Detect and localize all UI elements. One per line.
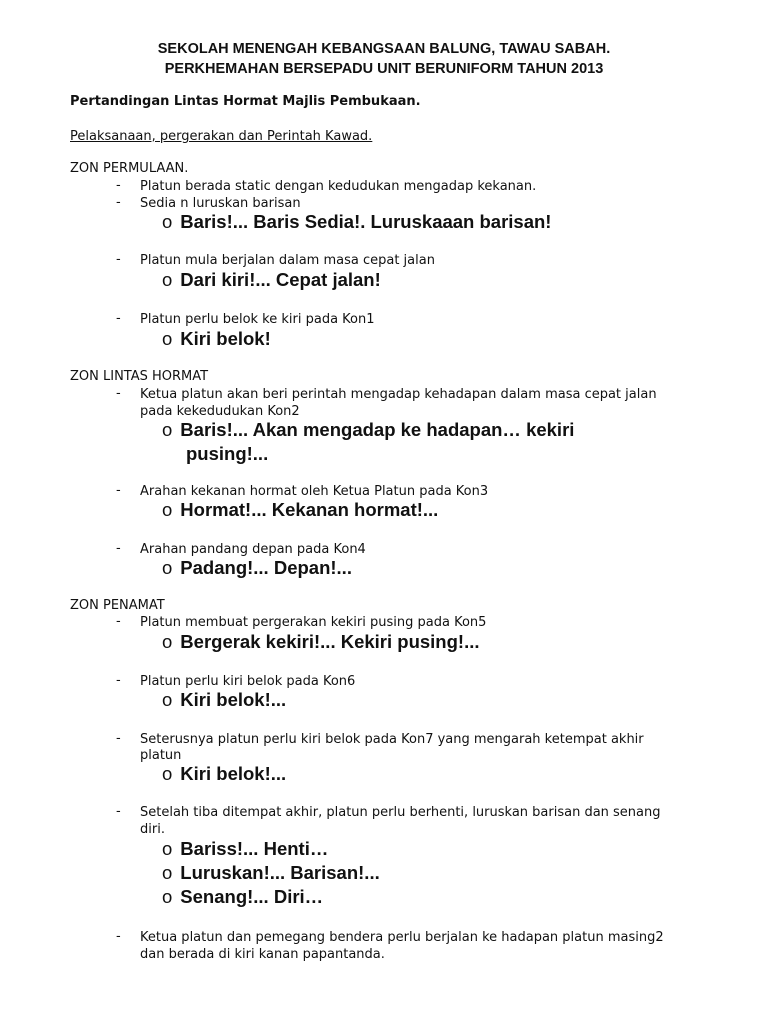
command-line [162, 687, 286, 713]
command-bullet: o [162, 419, 173, 440]
list-item: Platun mula berjalan dalam masa cepat jalan [140, 253, 435, 268]
command-text: Luruskan!... Barisan!... [180, 862, 380, 883]
zone-heading-penamat: ZON PENAMAT [70, 598, 165, 613]
command-text: Bergerak kekiri!... Kekiri pusing!... [180, 631, 480, 652]
bullet-dash: - [116, 804, 121, 819]
list-item: Platun berada static dengan kedudukan mengadap kekanan. [140, 179, 537, 194]
command-text: Kiri belok! [180, 328, 271, 349]
command-continuation: pusing!... [186, 443, 269, 464]
zone-heading-permulaan: ZON PERMULAAN. [70, 161, 189, 176]
command-line [162, 836, 328, 862]
list-item: Platun perlu belok ke kiri pada Kon1 [140, 312, 375, 327]
command-bullet: o [162, 862, 173, 883]
command-text: Dari kiri!... Cepat jalan! [180, 269, 381, 290]
list-item: Arahan pandang depan pada Kon4 [140, 542, 366, 557]
list-item: Sedia n luruskan barisan [140, 196, 301, 211]
command-bullet: o [162, 499, 173, 520]
command-text: Hormat!... Kekanan hormat!... [180, 499, 439, 520]
command-line [162, 497, 438, 523]
command-line [162, 629, 480, 655]
bullet-dash: - [116, 541, 121, 556]
command-line [162, 761, 286, 787]
bullet-dash: - [116, 252, 121, 267]
list-item: Ketua platun dan pemegang bendera perlu berjalan ke hadapan platun masing2 [140, 930, 664, 945]
command-line [162, 555, 352, 581]
command-line [162, 267, 381, 293]
bullet-dash: - [116, 731, 121, 746]
bullet-dash: - [116, 614, 121, 629]
command-line [162, 417, 574, 443]
list-item: Setelah tiba ditempat akhir, platun perlu berhenti, luruskan barisan dan senang [140, 805, 661, 820]
bullet-dash: - [116, 929, 121, 944]
command-text: Baris!... Baris Sedia!. Luruskaaan barisan! [180, 211, 552, 232]
command-bullet: o [162, 557, 173, 578]
bullet-dash: - [116, 311, 121, 326]
command-bullet: o [162, 886, 173, 907]
list-item: Seterusnya platun perlu kiri belok pada Kon7 yang mengarah ketempat akhir [140, 732, 644, 747]
command-bullet: o [162, 269, 173, 290]
command-bullet: o [162, 631, 173, 652]
command-text: Baris!... Akan mengadap ke hadapan… kekiri [180, 419, 575, 440]
command-bullet: o [162, 838, 173, 859]
command-line [162, 860, 380, 886]
zone-heading-lintas-hormat: ZON LINTAS HORMAT [70, 369, 209, 384]
list-item: Arahan kekanan hormat oleh Ketua Platun pada Kon3 [140, 484, 489, 499]
command-text: Kiri belok!... [180, 763, 287, 784]
bullet-dash: - [116, 195, 121, 210]
list-item-continuation: platun [140, 748, 182, 763]
command-text: Padang!... Depan!... [180, 557, 352, 578]
command-bullet: o [162, 328, 173, 349]
bullet-dash: - [116, 673, 121, 688]
header-event-name: PERKHEMAHAN BERSEPADU UNIT BERUNIFORM TAHUN 2013 [164, 61, 604, 77]
document-title: Pertandingan Lintas Hormat Majlis Pembukaan. [70, 94, 421, 109]
command-text: Senang!... Diri… [180, 886, 324, 907]
document-subtitle: Pelaksanaan, pergerakan dan Perintah Kawad. [70, 129, 373, 144]
command-text: Bariss!... Henti… [180, 838, 329, 859]
bullet-dash: - [116, 386, 121, 401]
header-school-name: SEKOLAH MENENGAH KEBANGSAAN BALUNG, TAWAU SABAH. [157, 41, 611, 57]
list-item-continuation: pada kekedudukan Kon2 [140, 404, 300, 419]
bullet-dash: - [116, 483, 121, 498]
list-item: Platun perlu kiri belok pada Kon6 [140, 674, 356, 689]
command-bullet: o [162, 689, 173, 710]
list-item-continuation: dan berada di kiri kanan papantanda. [140, 947, 385, 962]
command-bullet: o [162, 763, 173, 784]
command-bullet: o [162, 211, 173, 232]
bullet-dash: - [116, 178, 121, 193]
list-item: Ketua platun akan beri perintah mengadap kehadapan dalam masa cepat jalan [140, 387, 657, 402]
command-text: Kiri belok!... [180, 689, 287, 710]
list-item: Platun membuat pergerakan kekiri pusing pada Kon5 [140, 615, 487, 630]
list-item-continuation: diri. [140, 822, 165, 837]
command-line [162, 326, 271, 352]
command-line [162, 209, 551, 235]
command-line [162, 884, 323, 910]
